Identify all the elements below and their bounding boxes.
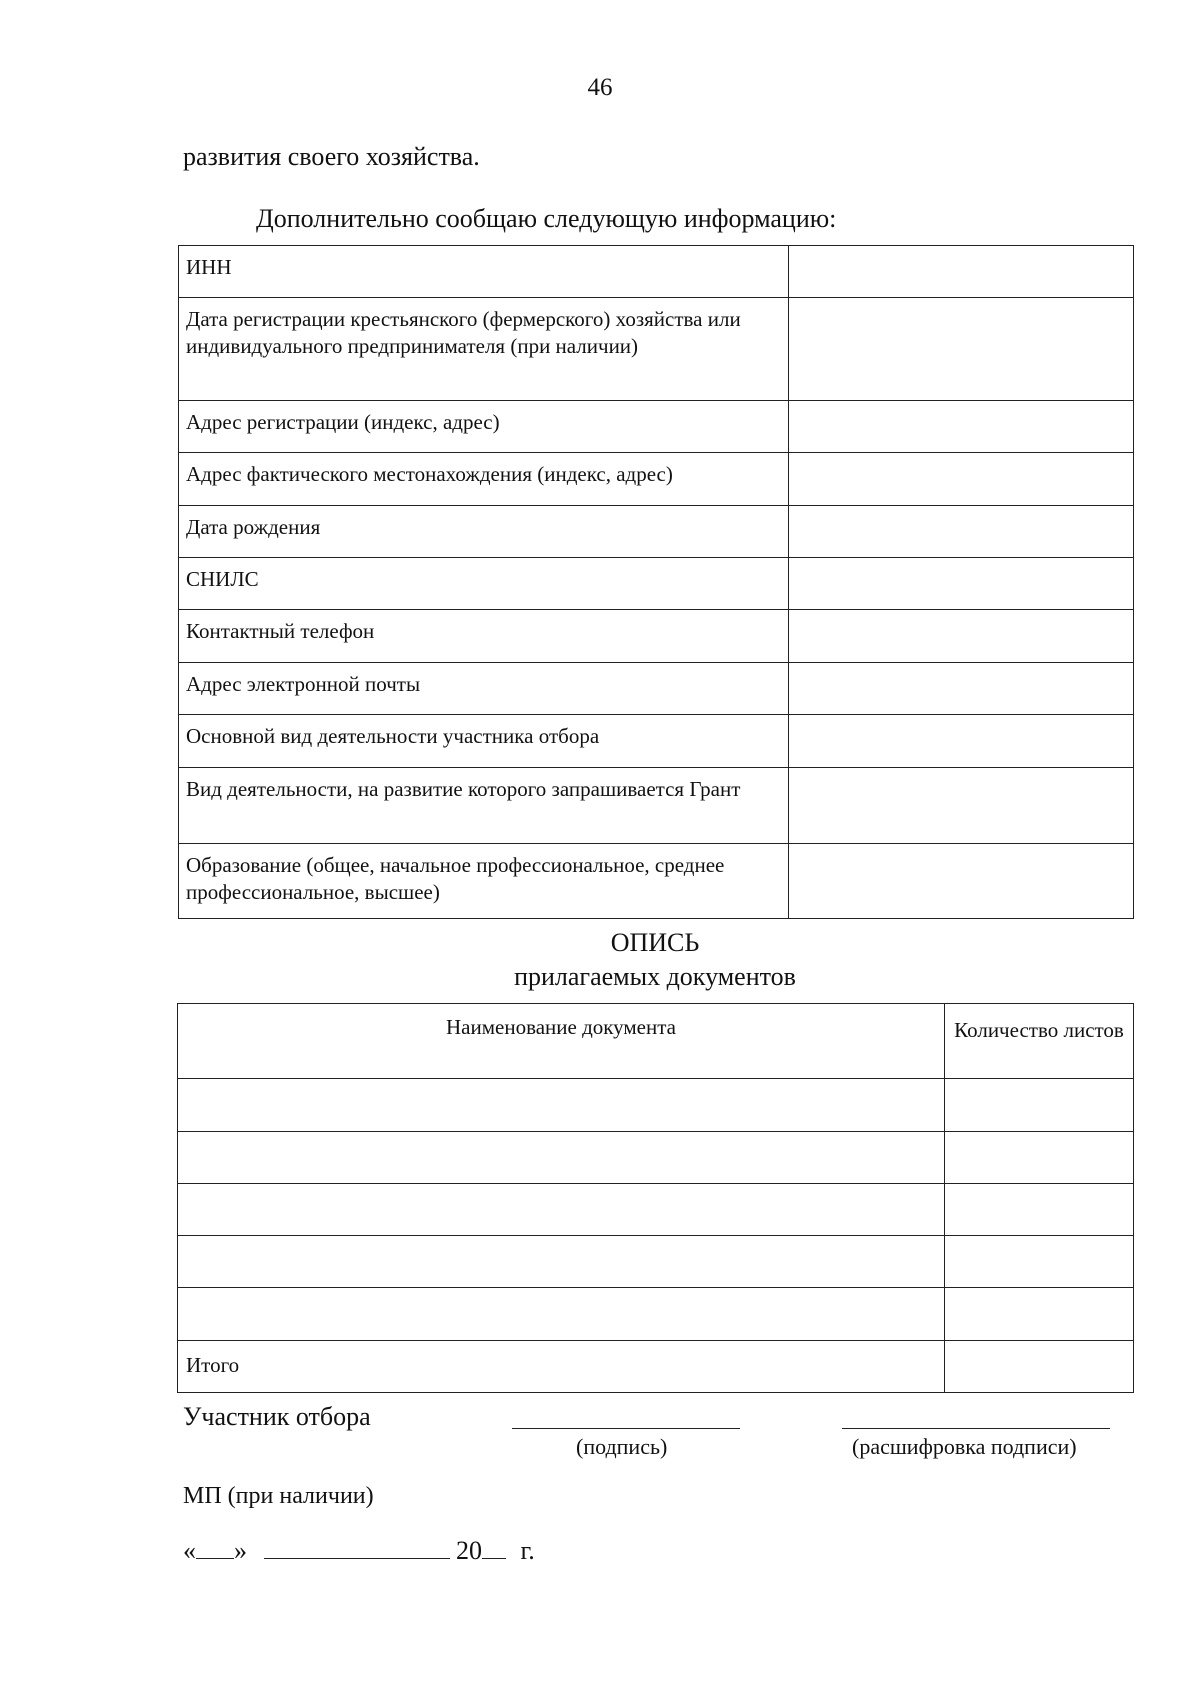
info-value-cell[interactable] <box>789 246 1134 298</box>
sheet-count-cell[interactable] <box>945 1288 1134 1341</box>
info-label: Контактный телефон <box>179 610 789 663</box>
date-open-quote: « <box>183 1536 196 1565</box>
table-row <box>178 1132 1134 1184</box>
info-value-cell[interactable] <box>789 506 1134 558</box>
info-row-birth-date <box>179 506 1134 558</box>
sheet-count-cell[interactable] <box>945 1132 1134 1184</box>
info-value-cell[interactable] <box>789 298 1134 401</box>
document-name-cell[interactable] <box>178 1184 945 1236</box>
info-row-inn <box>179 246 1134 298</box>
info-value-cell[interactable] <box>789 558 1134 610</box>
year-blank[interactable] <box>482 1532 506 1559</box>
info-label: Вид деятельности, на развитие которого запрашивается Грант <box>179 768 789 844</box>
document-name-cell[interactable] <box>178 1236 945 1288</box>
info-row-education <box>179 844 1134 919</box>
day-blank[interactable] <box>196 1532 234 1559</box>
decoding-line[interactable] <box>842 1428 1110 1429</box>
document-name-cell[interactable] <box>178 1079 945 1132</box>
info-value-cell[interactable] <box>789 401 1134 453</box>
info-value-cell[interactable] <box>789 663 1134 715</box>
inventory-subtitle: прилагаемых документов <box>514 962 796 991</box>
table-row <box>178 1079 1134 1132</box>
info-row-grant-activity <box>179 768 1134 844</box>
info-label: Адрес регистрации (индекс, адрес) <box>179 401 789 453</box>
info-label: Адрес электронной почты <box>179 663 789 715</box>
info-value-cell[interactable] <box>789 715 1134 768</box>
info-row-registration-address <box>179 401 1134 453</box>
year-suffix: г. <box>520 1536 535 1565</box>
decoding-caption: (расшифровка подписи) <box>852 1434 1077 1459</box>
info-label: ИНН <box>179 246 789 298</box>
inventory-header-row <box>178 1004 1134 1079</box>
inventory-table <box>177 1003 1134 1393</box>
info-row-snils <box>179 558 1134 610</box>
info-value-cell[interactable] <box>789 453 1134 506</box>
signature-caption: (подпись) <box>576 1434 668 1459</box>
inventory-title: ОПИСЬ <box>610 928 700 957</box>
participant-label: Участник отбора <box>183 1402 371 1431</box>
info-row-registration-date <box>179 298 1134 401</box>
info-label: Адрес фактического местонахождения (индекс, адрес) <box>179 453 789 506</box>
document-name-cell[interactable] <box>178 1132 945 1184</box>
total-row <box>178 1341 1134 1393</box>
column-header-count: Количество листов <box>945 1004 1134 1079</box>
info-row-main-activity <box>179 715 1134 768</box>
info-label: Основной вид деятельности участника отбора <box>179 715 789 768</box>
info-value-cell[interactable] <box>789 610 1134 663</box>
lead-text: Дополнительно сообщаю следующую информацию: <box>256 204 837 233</box>
date-row <box>183 1532 535 1566</box>
signature-line[interactable] <box>512 1428 740 1429</box>
info-label: Дата регистрации крестьянского (фермерского) хозяйства или индивидуального предпринимателя (при наличии) <box>179 298 789 401</box>
sheet-count-cell[interactable] <box>945 1079 1134 1132</box>
table-row <box>178 1184 1134 1236</box>
sheet-count-cell[interactable] <box>945 1236 1134 1288</box>
info-row-actual-address <box>179 453 1134 506</box>
info-row-email <box>179 663 1134 715</box>
date-close-quote: » <box>234 1536 247 1565</box>
info-label: Дата рождения <box>179 506 789 558</box>
info-value-cell[interactable] <box>789 768 1134 844</box>
column-header-name: Наименование документа <box>178 1004 945 1079</box>
info-row-phone <box>179 610 1134 663</box>
table-row <box>178 1236 1134 1288</box>
info-label: Образование (общее, начальное профессиональное, среднее профессиональное, высшее) <box>179 844 789 919</box>
sheet-count-cell[interactable] <box>945 1184 1134 1236</box>
info-value-cell[interactable] <box>789 844 1134 919</box>
total-label: Итого <box>178 1341 945 1393</box>
year-prefix: 20 <box>456 1536 482 1565</box>
info-label: СНИЛС <box>179 558 789 610</box>
month-blank[interactable] <box>264 1532 450 1559</box>
seal-label: МП (при наличии) <box>183 1483 374 1509</box>
document-name-cell[interactable] <box>178 1288 945 1341</box>
total-count-cell[interactable] <box>945 1341 1134 1393</box>
info-table <box>178 245 1134 919</box>
table-row <box>178 1288 1134 1341</box>
page-number: 46 <box>587 74 613 101</box>
intro-text: развития своего хозяйства. <box>183 142 480 171</box>
